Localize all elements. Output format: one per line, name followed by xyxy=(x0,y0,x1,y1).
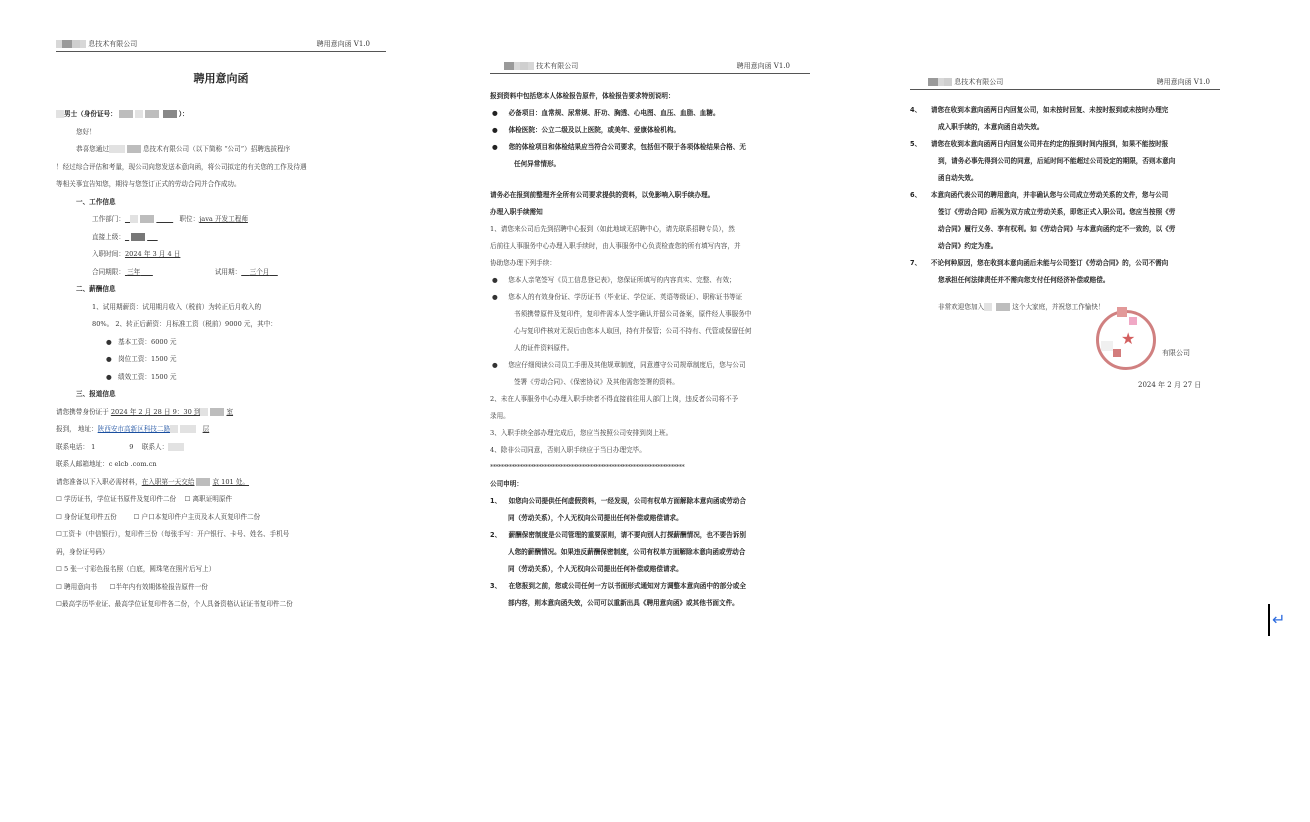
salutation: 男士（身份证号： ）： xyxy=(56,106,386,124)
procedure-1b: 后前往人事服务中心办理入职手续时，由人事服务中心负责检查您的所有填写内容，并 xyxy=(490,242,741,250)
dept-position-row: 工作部门：_ 职位：java 开发工程师 xyxy=(92,215,248,223)
welcome-line: 非常欢迎您加入 这个大家庭，并祝您工作愉快！ xyxy=(938,303,1105,311)
letter-page-2 xyxy=(490,56,810,616)
supervisor-row: 直接上级： xyxy=(56,229,386,247)
report-line-1: 请您携带身份证于 2024 年 2 月 28 日 9：30 到 室 xyxy=(56,407,234,416)
prepare-note: 请务必在报到前整理齐全所有公司要求提供的资料，以免影响入职手续办理。 xyxy=(490,191,715,199)
procedure-bullet-2a: ● 您本人的有效身份证、学历证书（毕业证、学位证、英语等级证）、职称证书等证 xyxy=(492,293,743,301)
medical-result-a: ● 您的体检项目和体检结果应当符合公司要求，包括但不限于各项体检结果合格、无 xyxy=(492,143,746,151)
page-title: 聘用意向函 xyxy=(193,72,249,85)
signature-date: 2024 年 2 月 27 日 xyxy=(1138,381,1202,389)
item-7a: 7、 不论何种原因，您在收到本意向函后未能与公司签订《劳动合同》的，公司不需向 xyxy=(910,259,1169,267)
contact-email-row: 联系人邮箱地址：c elcb .com.cn xyxy=(56,460,157,468)
item-6d: 动合同》约定为准。 xyxy=(938,242,998,250)
seal-star-icon: ★ xyxy=(1121,329,1136,348)
procedure-4: 4、除非公司同意，否则入职手续应于当日办理完毕。 xyxy=(490,446,646,454)
checklist-row-1: ☐ 学历证书，学位证书原件及复印件二份 ☐ 离职证明原件 xyxy=(56,495,233,503)
item-6a: 6、 本意向函代表公司的聘用意向，并非确认您与公司成立劳动关系的文件，您与公司 xyxy=(910,191,1169,199)
report-line-2: 报到， 地址：陕西安市高新区科技二路 层 xyxy=(56,425,210,433)
page-header xyxy=(910,72,1220,90)
checklist-row-5: ☐ 聘用意向书 ☐半年内有效期体检报告原件一份 xyxy=(56,582,208,591)
page-header xyxy=(56,34,386,52)
checklist-row-3b: 码，身份证号码） xyxy=(56,547,109,556)
signature-company: 有限公司 xyxy=(1162,349,1190,357)
section-work-info: 一、工作信息 xyxy=(76,197,116,206)
contact-phone-row: 联系电话： 1 9 联系人： xyxy=(56,439,386,457)
declaration-1a: 1、 如您向公司提供任何虚假资料，一经发现，公司有权单方面解除本意向函或劳动合 xyxy=(490,497,746,505)
section-report-info: 三、报道信息 xyxy=(76,390,116,398)
header-doc-ref: 聘用意向函 V1.0 xyxy=(736,62,790,70)
paragraph-return-icon: ↵ xyxy=(1272,610,1286,629)
company-seal xyxy=(1096,310,1156,370)
checklist-row-2: ☐ 身份证复印件五份 ☐ 户口本复印件户主页及本人页复印件二份 xyxy=(56,512,261,521)
item-5c: 函自动失效。 xyxy=(938,174,978,182)
header-company: 息技术有限公司 xyxy=(56,39,137,49)
contract-row: 合同期限： 三年 试用期： 三个月 xyxy=(92,267,270,276)
salary-item-base: ● 基本工资：6000 元 xyxy=(106,337,177,346)
declaration-2a: 2、 薪酬保密制度是公司管理的重要原则，请不要向别人打探薪酬情况，也不要告诉别 xyxy=(490,531,746,539)
item-4a: 4、 请您在收到本意向函两日内回复公司，如未按时回复、未按时报到或未按时办理完 xyxy=(910,106,1169,114)
salary-item-post: ● 岗位工资：1500 元 xyxy=(106,355,177,363)
procedure-bullet-2d: 人的证件资料原件。 xyxy=(514,344,574,352)
letter-page-3 xyxy=(910,72,1220,402)
checklist-row-4: ☐ 5 张一寸彩色报名照（白底，圆珠笔在照片后写上） xyxy=(56,565,216,573)
intro-line-2: ！经过综合评估和考量，现公司向您发送本意向函，将公司拟定的有关您的工作及待遇 xyxy=(56,162,307,171)
prepare-row: 请您准备以下入职必需材料，在入职第一天交给 京 101 处。 xyxy=(56,477,250,486)
separator-stars: ************************************************************************ xyxy=(490,463,685,471)
procedure-1c: 协助您办理下列手续： xyxy=(490,259,556,267)
section-salary-info: 二、薪酬信息 xyxy=(76,285,116,293)
procedure-2a: 2、未在人事服务中心办理入职手续者不得直接前往用人部门上岗，违反者公司将不予 xyxy=(490,395,739,403)
declaration-2c: 同（劳动关系），个人无权向公司提出任何补偿或赔偿请求。 xyxy=(508,565,683,573)
medical-required-items: ● 必备项目：血常规、尿常规、肝功、胸透、心电图、血压、血脂、血糖。 xyxy=(492,109,720,117)
letter-page-1 xyxy=(56,34,386,619)
procedure-3: 3、入职手续全部办理完成后，您应当按照公司安排到岗上班。 xyxy=(490,429,673,437)
text-cursor xyxy=(1268,604,1270,636)
item-7b: 您承担任何法律责任并不需向您支付任何经济补偿或赔偿。 xyxy=(938,276,1110,284)
header-company: 息技术有限公司 xyxy=(928,77,1003,87)
item-4b: 成入职手续的，本意向函自动失效。 xyxy=(938,123,1044,131)
declaration-3a: 3、 在您报到之前，您或公司任何一方以书面形式通知对方调整本意向函中的部分或全 xyxy=(490,582,746,590)
item-5a: 5、 请您在收到本意向函两日内回复公司并在约定的报到时间内报到，如果不能按时报 xyxy=(910,140,1169,148)
item-6c: 动合同》履行义务、享有权利。如《劳动合同》与本意向函约定不一致的，以《劳 xyxy=(938,225,1176,233)
declaration-2b: 人您的薪酬情况。如果违反薪酬保密制度，公司有权单方面解除本意向函或劳动合 xyxy=(508,548,746,556)
procedure-bullet-1: ● 您本人亲笔签写《员工信息登记表》，您保证所填写的内容真实、完整、有效； xyxy=(492,276,736,284)
medical-hospital: ● 体检医院：公立二级及以上医院，或美年、爱康体检机构。 xyxy=(492,126,681,134)
procedure-1a: 1、请您来公司后先到招聘中心报到（如此地域无招聘中心，请先联系招聘专员），然 xyxy=(490,225,735,233)
declaration-heading: 公司申明： xyxy=(490,480,523,488)
salary-item-performance: ● 绩效工资：1500 元 xyxy=(106,372,177,381)
declaration-1b: 同（劳动关系），个人无权向公司提出任何补偿或赔偿请求。 xyxy=(508,514,683,522)
page-header xyxy=(490,56,810,74)
header-doc-ref: 聘用意向函 V1.0 xyxy=(316,40,370,48)
checklist-row-6: ☐最高学历毕业证、最高学位证复印件各二份，个人具备资格认证证书复印件二份 xyxy=(56,600,293,608)
intro-line-3: 等相关事宜告知您，期待与您签订正式的劳动合同并合作成功。 xyxy=(56,180,241,188)
header-doc-ref: 聘用意向函 V1.0 xyxy=(1156,78,1210,86)
join-date-row: 入职时间：2024 年 3 月 4 日 xyxy=(92,250,181,258)
item-6b: 签订《劳动合同》后视为双方成立劳动关系，即您正式入职公司。您应当按照《劳 xyxy=(938,208,1176,216)
procedure-bullet-2c: 心与复印件核对无误后由您本人取回，持有并保管；公司不持有、代管或保留任何 xyxy=(514,327,752,335)
procedure-heading: 办理入职手续需知 xyxy=(490,208,543,216)
header-company: 技术有限公司 xyxy=(504,61,578,71)
procedure-bullet-2b: 书须携带原件及复印件，复印件需本人签字确认并留公司备案，原件经人事服务中 xyxy=(514,310,752,318)
salary-line-1: 1、试用期薪资：试用期月收入（税前）为转正后月收入的 xyxy=(92,302,262,311)
salary-line-2: 80%。 2、转正后薪资：月标准工资（税前）9000 元，其中： xyxy=(92,320,277,328)
declaration-3b: 部内容，则本意向函失效，公司可以重新出具《聘用意向函》或其他书面文件。 xyxy=(508,599,739,607)
medical-note: 报到资料中包括您本人体检报告原件，体检报告要求特别说明： xyxy=(490,92,675,100)
medical-result-b: 任何异常情形。 xyxy=(514,160,561,168)
procedure-2b: 录用。 xyxy=(490,412,510,420)
procedure-bullet-3a: ● 您应仔细阅读公司员工手册及其他规章制度，同意遵守公司规章制度后，您与公司 xyxy=(492,361,746,369)
item-5b: 到，请务必事先得到公司的同意，后延时间不能超过公司设定的期限，否则本意向 xyxy=(938,157,1176,165)
procedure-bullet-3b: 签署《劳动合同》、《保密协议》及其他需您签署的资料。 xyxy=(514,378,679,386)
checklist-row-3: ☐工资卡（中信银行），复印件三份（每张手写：开户银行、卡号、姓名、手机号 xyxy=(56,530,290,538)
intro-line-1: 恭喜您通过 息技术有限公司（以下简称 “公司”）招聘选拔程序 xyxy=(76,145,291,153)
greeting: 您好！ xyxy=(76,127,96,136)
